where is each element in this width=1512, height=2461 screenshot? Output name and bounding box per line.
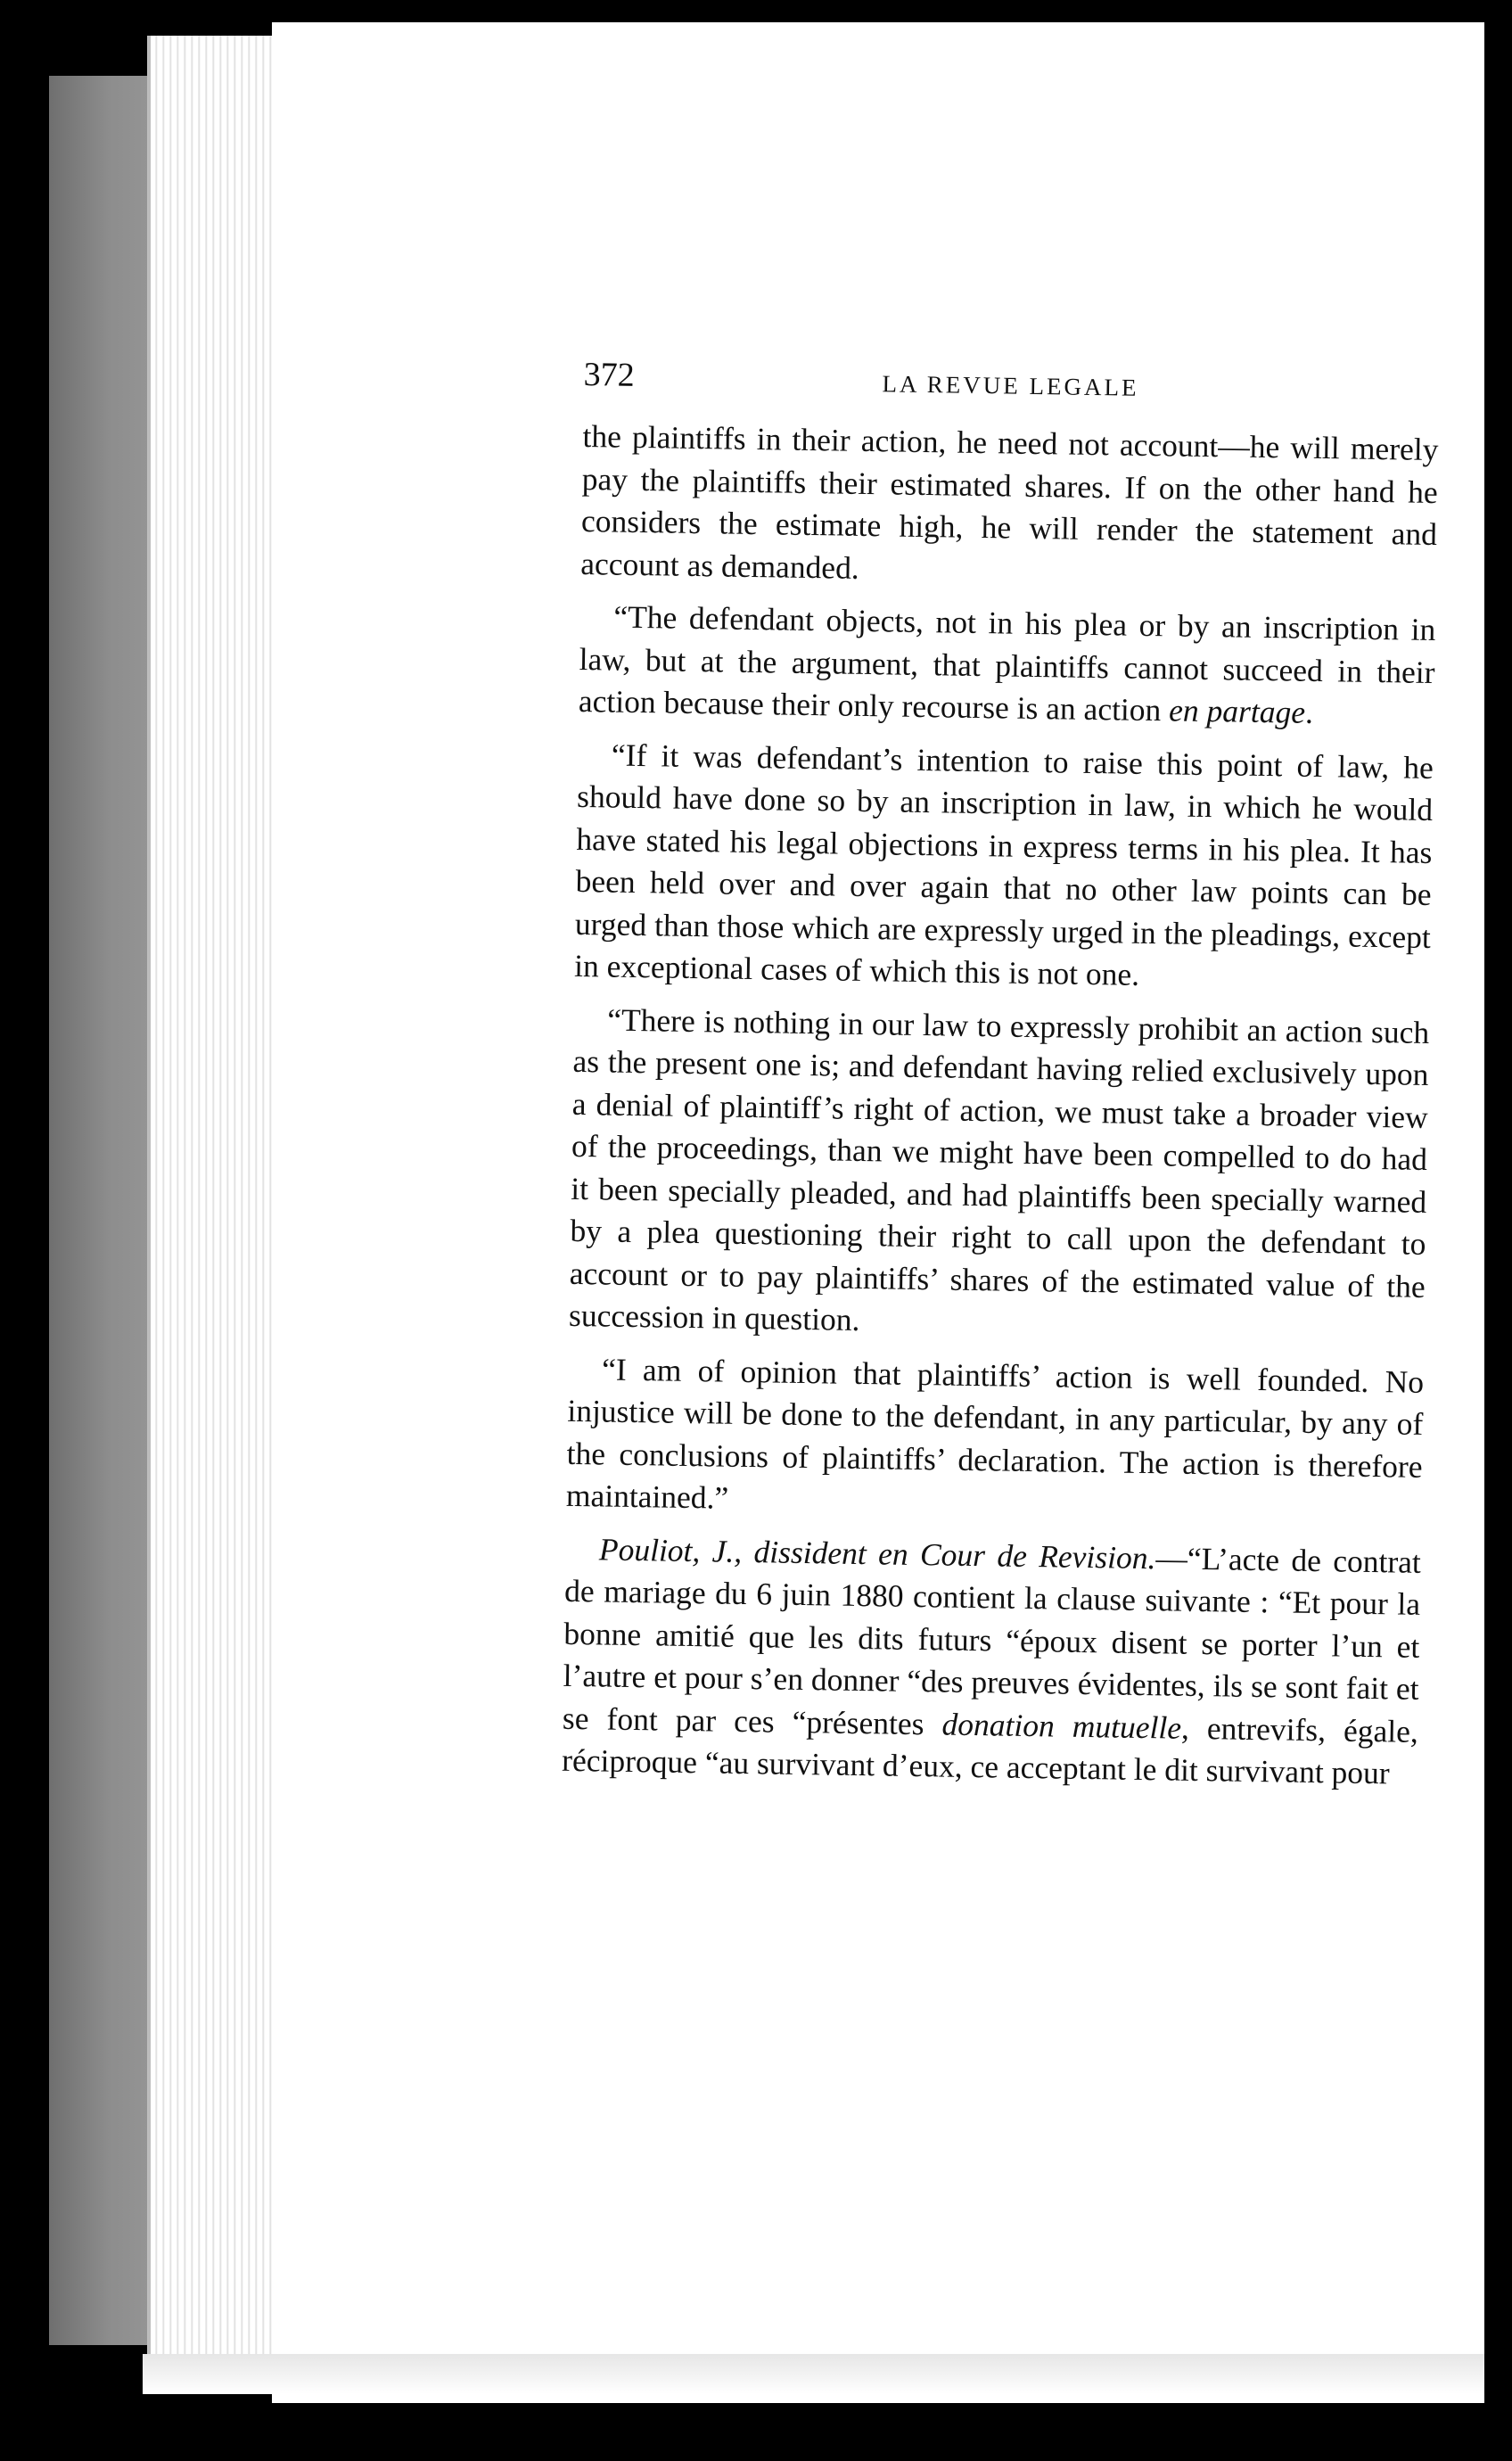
running-head: LA REVUE LEGALE <box>882 370 1139 401</box>
page-number: 372 <box>583 355 635 394</box>
paragraph-2 <box>579 596 1436 737</box>
paragraph-3-text: “If it was defendant’s intention to raise this point of law, he should have done so by an inscription in law, in which he would have stated his legal objections in express terms in his plea. It has been held over and over again that no other law points can be urged than those which are expressly urged in the pleadings, except in exceptional cases of which this is not one. <box>573 737 1434 992</box>
paragraph-2-end: . <box>1304 694 1314 730</box>
paragraph-6 <box>562 1527 1421 1795</box>
paragraph-5 <box>566 1347 1425 1530</box>
paragraph-4-text: “There is nothing in our law to expressly prohibit an action such as the present one is; and defendant having relied exclusively upon a denial of plaintiff’s right of action, we must take a broader view of the proceedings, than we might have been compelled to do had it been specially pleaded, and had plaintiffs been specially warned by a plea questioning their right to call upon the defendant to account or to pay plaintiffs’ shares of the estimated value of the succession in question. <box>568 1001 1430 1338</box>
page-bottom-edge <box>143 2354 1484 2394</box>
paragraph-6-text-a: —“L’acte de contrat de mariage du 6 juin 1880 contient la clause suivante : “Et pour la bonne amitié que les dits futurs “époux disent se porter l’un et l’autre et pour s’en donner “des preuves évidentes, ils se sont fait et se font par ces “présentes <box>562 1539 1422 1741</box>
paragraph-2-text: “The defendant objects, not in his plea or by an inscription in law, but at the argument, that plaintiffs cannot succeed in their action because their only recourse is an action <box>578 598 1436 728</box>
paragraph-3 <box>574 733 1434 1000</box>
paragraph-2-italic: en partage <box>1168 692 1306 730</box>
paragraph-6-judge: Pouliot, J., dissident en Cour de Revision. <box>598 1530 1156 1576</box>
paragraph-6-italic: donation mutuelle <box>941 1705 1182 1746</box>
paragraph-6-text-b: , entrevifs, égale, réciproque “au survivant d’eux, ce acceptant le dit survivant pour <box>561 1709 1419 1791</box>
paragraph-4 <box>569 998 1430 1350</box>
page-text <box>562 355 1440 1806</box>
paragraph-5-text: “I am of opinion that plaintiffs’ action is well founded. No injustice will be done to the defendant, in any particular, by any of the conclusions of plaintiffs’ declaration. The action is therefore maintained.” <box>565 1350 1425 1516</box>
page-edges <box>147 36 284 2363</box>
paragraph-1-text: the plaintiffs in their action, he need not account—he will merely pay the plaintiffs their estimated shares. If on the other hand he considers the estimate high, he will render the statement and account as demanded. <box>580 417 1439 586</box>
paragraph-1 <box>580 416 1439 598</box>
